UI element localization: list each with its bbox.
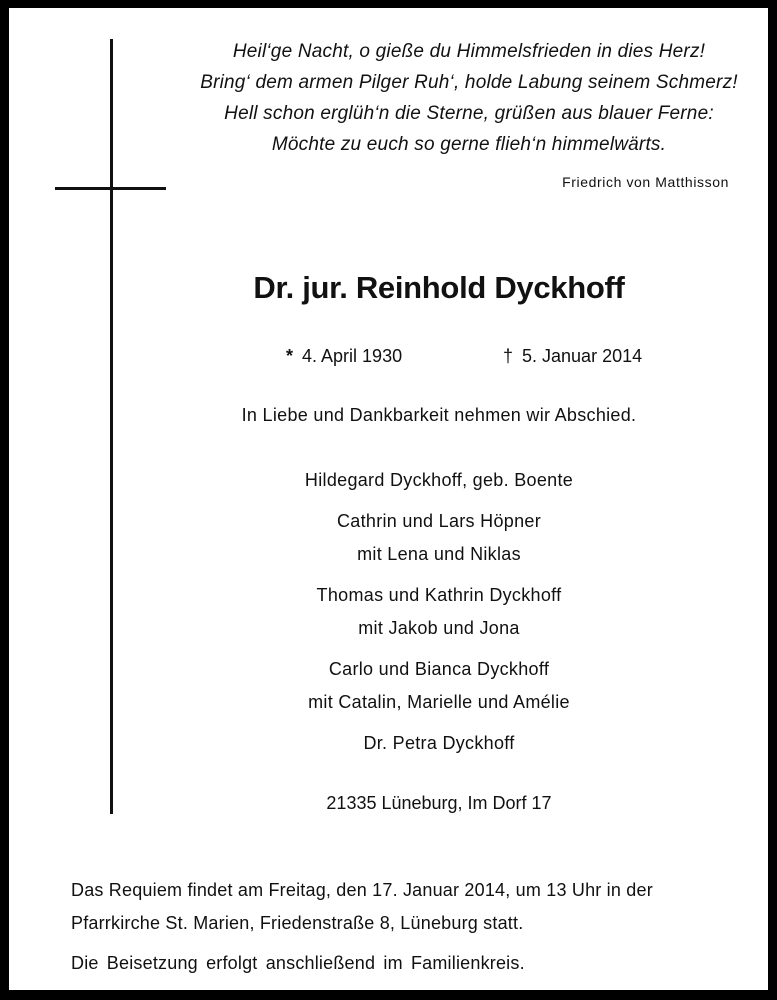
- cross-horizontal-bar: [55, 187, 166, 190]
- death-symbol: †: [503, 346, 514, 366]
- poem-line: Bring‘ dem armen Pilger Ruh‘, holde Labung seinem Schmerz!: [200, 72, 738, 93]
- mourner-group: [149, 464, 729, 497]
- birth-symbol: *: [286, 346, 294, 366]
- poem-author: Friedrich von Matthisson: [562, 174, 729, 190]
- death-date: [503, 346, 642, 367]
- mourner-line: mit Lena und Niklas: [357, 544, 521, 564]
- mourner-group: [149, 505, 729, 571]
- mourners-list: [149, 464, 729, 768]
- mourner-line: Hildegard Dyckhoff, geb. Boente: [304, 470, 574, 490]
- deceased-name: Dr. jur. Reinhold Dyckhoff: [253, 270, 625, 305]
- requiem-line: Das Requiem findet am Freitag, den 17. Januar 2014, um 13 Uhr in der: [71, 880, 653, 900]
- poem-line: Möchte zu euch so gerne flieh‘n himmelwärts.: [271, 134, 667, 155]
- birth-date-text: 4. April 1930: [302, 346, 403, 366]
- poem: [179, 36, 759, 160]
- mourner-group: [149, 653, 729, 719]
- mourner-line: Thomas und Kathrin Dyckhoff: [316, 585, 562, 605]
- poem-line: Hell schon erglüh‘n die Sterne, grüßen aus blauer Ferne:: [224, 103, 714, 124]
- obituary-notice: [9, 8, 768, 990]
- mourner-line: mit Jakob und Jona: [358, 618, 520, 638]
- mourner-line: Dr. Petra Dyckhoff: [363, 733, 515, 753]
- death-date-text: 5. Januar 2014: [522, 346, 643, 366]
- burial-line: Die Beisetzung erfolgt anschließend im Familienkreis.: [71, 953, 525, 973]
- mourner-line: Cathrin und Lars Höpner: [336, 511, 541, 531]
- farewell-text: In Liebe und Dankbarkeit nehmen wir Abschied.: [241, 405, 637, 425]
- birth-date: [286, 346, 402, 367]
- funeral-info: [71, 874, 761, 980]
- mourner-group: [149, 579, 729, 645]
- mourner-line: Carlo und Bianca Dyckhoff: [328, 659, 550, 679]
- family-address: 21335 Lüneburg, Im Dorf 17: [326, 793, 552, 813]
- requiem-line: Pfarrkirche St. Marien, Friedenstraße 8, Lüneburg statt.: [71, 913, 524, 933]
- cross-vertical-bar: [110, 39, 113, 814]
- mourner-line: mit Catalin, Marielle und Amélie: [308, 692, 570, 712]
- mourner-group: [149, 727, 729, 760]
- poem-line: Heil‘ge Nacht, o gieße du Himmelsfrieden in dies Herz!: [232, 41, 706, 62]
